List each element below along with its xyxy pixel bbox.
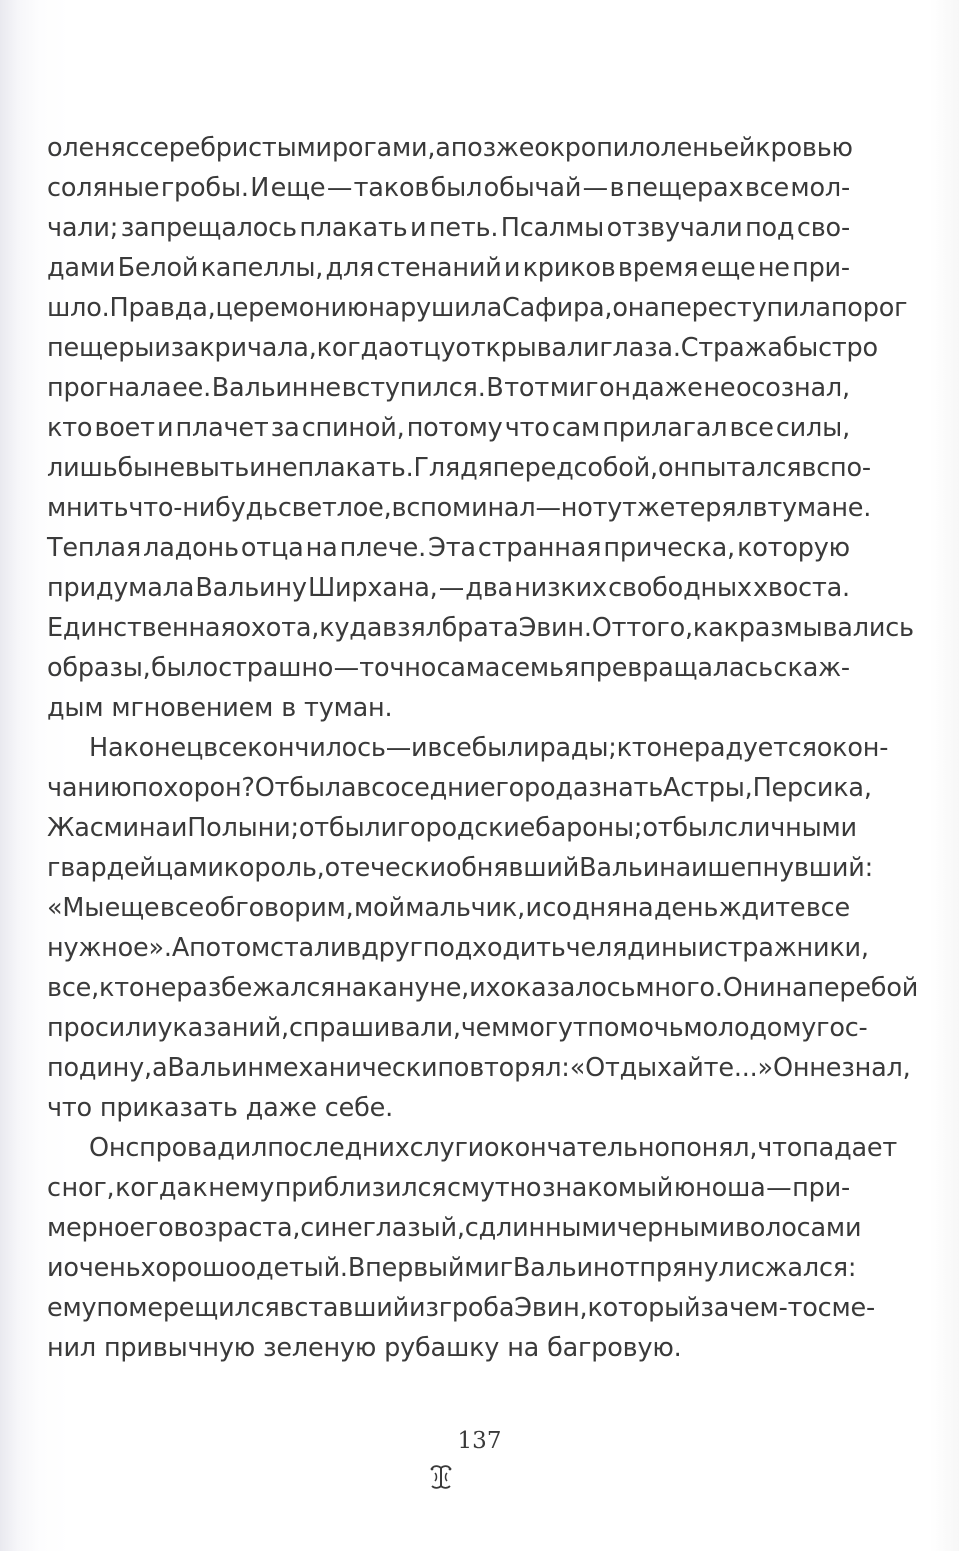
text-line: соляные гробы. И еще — таков был обычай — в пещерах все мол-: [47, 173, 850, 203]
text-line: лишь бы не выть и не плакать. Глядя перед собой, он пытался вспо-: [47, 453, 871, 483]
text-line: мерно его возраста, синеглазый, с длинными черными волосами: [47, 1213, 862, 1243]
page-number: 137: [457, 1428, 502, 1454]
text-line: шло. Правда, церемонию нарушила Сафира, она переступила порог: [47, 293, 908, 323]
text-line: чали; запрещалось плакать и петь. Псалмы отзвучали под сво-: [47, 213, 850, 243]
text-line: ему померещился вставший из гроба Эвин, который зачем-то сме-: [47, 1293, 875, 1323]
text-line: что приказать даже себе.: [47, 1093, 394, 1123]
text-line: гвардейцами король, отечески обнявший Вальина и шепнувший:: [47, 853, 873, 883]
text-line: просили указаний, спрашивали, чем могут помочь молодому гос-: [47, 1013, 868, 1043]
text-line: пещеры и закричала, когда отцу открывали глаза. Стража быстро: [47, 333, 878, 363]
text-line: прогнала ее. Вальин не вступился. В тот миг он даже не осознал,: [47, 373, 850, 403]
text-line: оленя с серебристыми рогами, а позже окропил оленьей кровью: [47, 133, 853, 163]
text-line: придумала Вальину Ширхана, — два низких свободных хвоста.: [47, 573, 850, 603]
fleuron-icon: [426, 1462, 456, 1492]
text-line: дым мгновением в туман.: [47, 693, 393, 723]
text-line: нил привычную зеленую рубашку на багровую.: [47, 1333, 682, 1363]
text-line: чанию похорон? Отбыла в соседние города знать Астры, Персика,: [47, 773, 872, 803]
text-line: Единственная охота, куда взял брата Эвин. От того, как размывались: [47, 613, 914, 643]
text-line: Он спровадил последних слуг и окончательно понял, что падает: [89, 1133, 898, 1163]
text-line: образы, было страшно — точно сама семья превращалась с каж-: [47, 653, 850, 683]
text-line: и очень хорошо одетый. В первый миг Вальин отпрянул и сжался:: [47, 1253, 857, 1283]
text-line: мнить что-нибудь светлое, вспоминал — но тут же терял в тумане.: [47, 493, 872, 523]
text-line: Жасмина и Полыни; отбыли городские бароны; отбыл с личными: [47, 813, 857, 843]
text-line: кто воет и плачет за спиной, потому что сам прилагал все силы,: [47, 413, 850, 443]
text-line: «Мы еще все обговорим, мой мальчик, и со дня на день ждите все: [47, 893, 850, 923]
text-line: Наконец все кончилось — и все были рады; кто не радуется окон-: [89, 733, 889, 763]
body-text: [47, 128, 919, 1368]
text-line: подину, а Вальин механически повторял: «Отдыхайте...» Он не знал,: [47, 1053, 911, 1083]
text-line: нужное». А потом стали вдруг подходить челядины и стражники,: [47, 933, 869, 963]
text-line: все, кто не разбежался накануне, их оказалось много. Они наперебой: [47, 973, 919, 1003]
text-line: с ног, когда к нему приблизился смутно знакомый юноша — при-: [47, 1173, 850, 1203]
text-line: дами Белой капеллы, для стенаний и криков время еще не при-: [47, 253, 850, 283]
text-line: Теплая ладонь отца на плече. Эта странная прическа, которую: [47, 533, 850, 563]
